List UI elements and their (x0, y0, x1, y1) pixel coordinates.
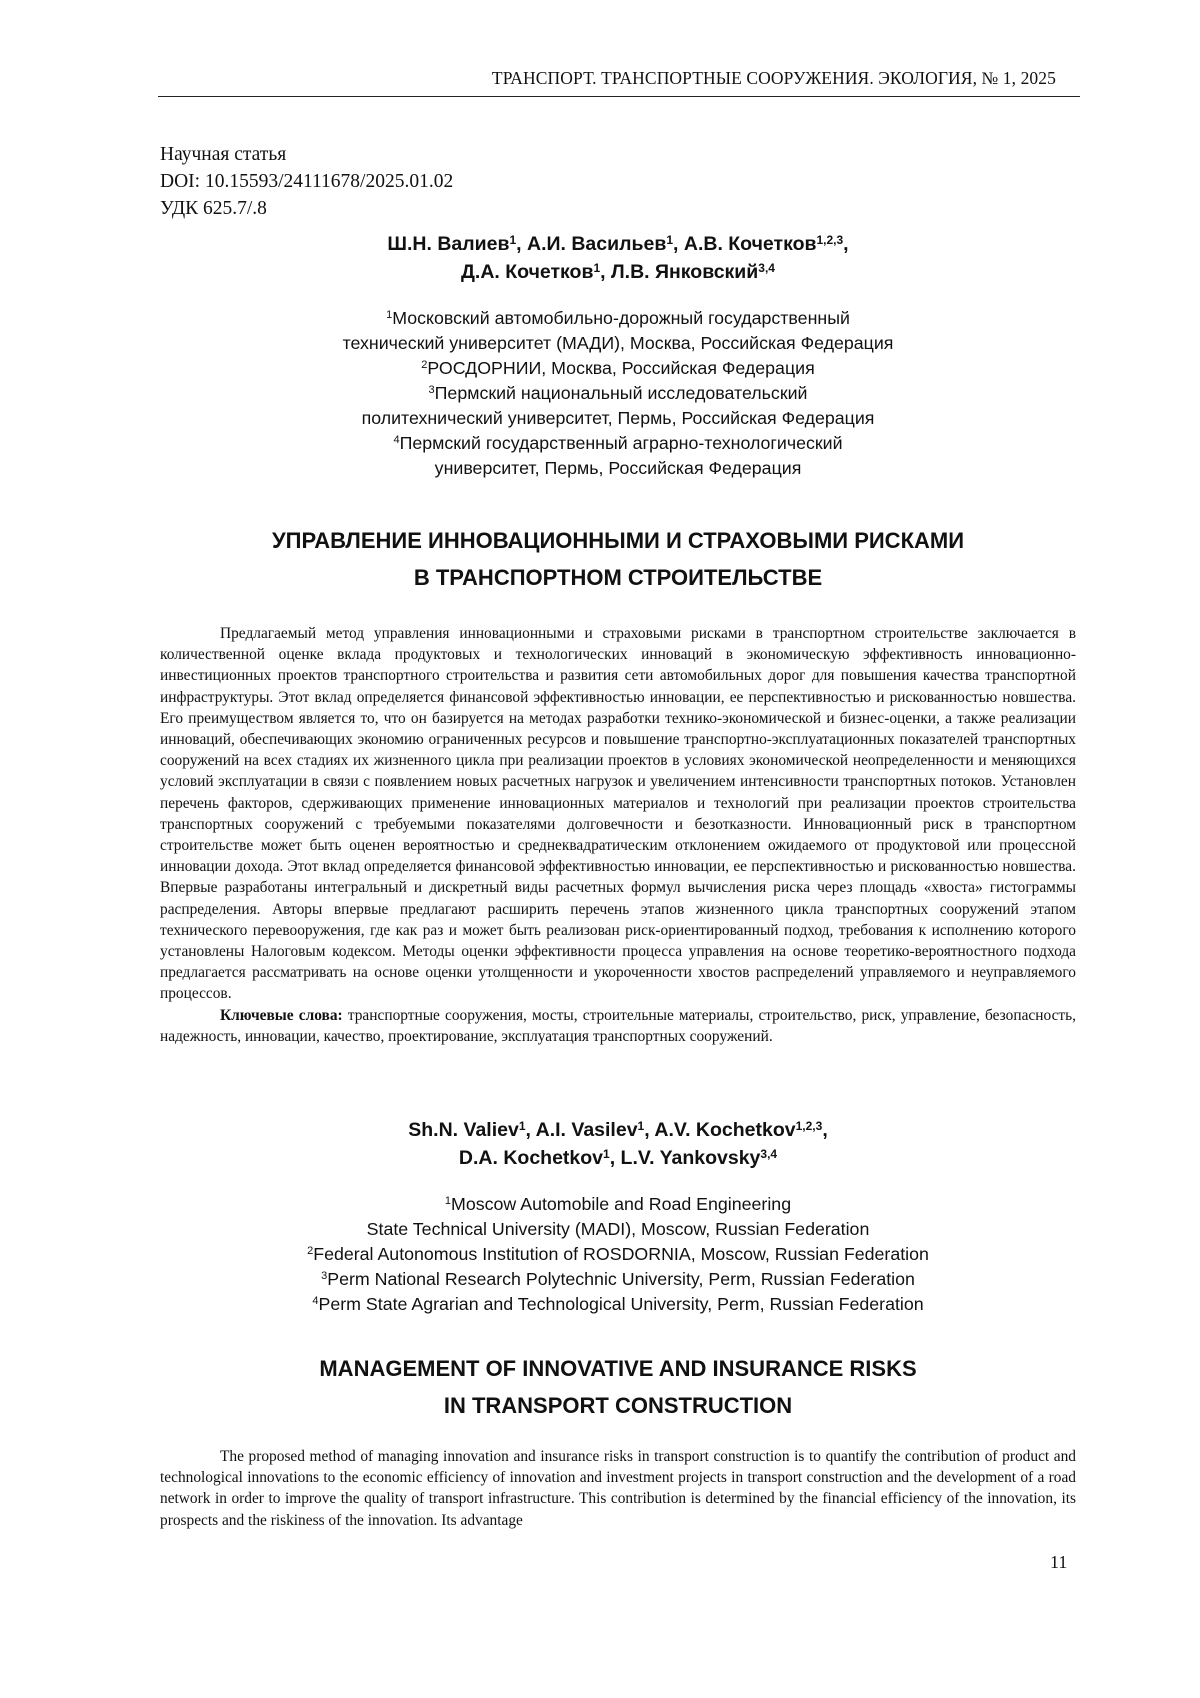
abstract-en (160, 1446, 1076, 1531)
author-affil: 1 (509, 233, 516, 247)
affiliation-text: университет, Пермь, Российская Федерация (435, 458, 802, 478)
author-name: Sh.N. Valiev (408, 1119, 519, 1141)
doi: DOI: 10.15593/24111678/2025.01.02 (160, 168, 453, 195)
affiliation-text: РОСДОРНИИ, Москва, Российская Федерация (427, 358, 814, 378)
affiliation (160, 1292, 1076, 1317)
affiliation (160, 456, 1076, 481)
affiliation-number: 3 (321, 1270, 327, 1282)
udk: УДК 625.7/.8 (160, 195, 453, 222)
authors-en-line2: D.A. Kochetkov1, L.V. Yankovsky3,4 (160, 1144, 1076, 1172)
author-affil: 1 (519, 1119, 526, 1133)
author-name: L.V. Yankovsky (621, 1147, 761, 1169)
article-meta (160, 141, 453, 222)
title-ru-line2: В ТРАНСПОРТНОМ СТРОИТЕЛЬСТВЕ (160, 559, 1076, 596)
affiliation (160, 431, 1076, 456)
affiliation-number: 2 (307, 1245, 313, 1257)
affiliation-text: Federal Autonomous Institution of ROSDORNIA, Moscow, Russian Federation (313, 1244, 929, 1264)
authors-ru-line1: Ш.Н. Валиев1, А.И. Васильев1, А.В. Кочетков1,2,3, (160, 230, 1076, 258)
title-en-line1: MANAGEMENT OF INNOVATIVE AND INSURANCE RISKS (160, 1350, 1076, 1387)
affiliation (160, 1192, 1076, 1217)
keywords-ru (160, 1005, 1076, 1047)
author-affil: 1,2,3 (816, 233, 843, 247)
author-affil: 1 (666, 233, 673, 247)
affiliation (160, 331, 1076, 356)
author-affil: 1 (638, 1119, 645, 1133)
affiliation (160, 381, 1076, 406)
affiliation-number: 3 (429, 384, 435, 396)
author-name: Д.А. Кочетков (461, 261, 593, 283)
authors-ru (160, 230, 1076, 286)
affiliation-text: технический университет (МАДИ), Москва, Российская Федерация (343, 333, 894, 353)
affiliation-text: Московский автомобильно-дорожный государственный (392, 308, 850, 328)
affiliation-text: Пермский национальный исследовательский (435, 383, 808, 403)
author-name: D.A. Kochetkov (459, 1147, 603, 1169)
running-header: ТРАНСПОРТ. ТРАНСПОРТНЫЕ СООРУЖЕНИЯ. ЭКОЛОГИЯ, № 1, 2025 (158, 68, 1080, 97)
author-affil: 1 (593, 261, 600, 275)
affiliation-number: 4 (312, 1295, 318, 1307)
title-ru (160, 522, 1076, 596)
abstract-en-text: The proposed method of managing innovation and insurance risks in transport construction is to quantify the contribution of product and technological innovations to the economic efficiency of innovation and investment projects in transport construction and the development of a road network in order to improve the quality of transport infrastructure. This contribution is determined by the financial efficiency of the innovation, its prospects and the riskiness of the innovation. Its advantage (160, 1446, 1076, 1531)
author-affil: 1,2,3 (796, 1119, 823, 1133)
affiliation-number: 2 (421, 359, 427, 371)
page-number: 11 (1050, 1552, 1067, 1573)
authors-en-line1: Sh.N. Valiev1, A.I. Vasilev1, A.V. Kochetkov1,2,3, (160, 1116, 1076, 1144)
affiliation-number: 4 (393, 434, 399, 446)
affiliation-text: Пермский государственный аграрно-технологический (400, 433, 843, 453)
affiliations-en (160, 1192, 1076, 1317)
article-type: Научная статья (160, 141, 453, 168)
affiliation-text: Moscow Automobile and Road Engineering (451, 1194, 791, 1214)
affiliations-ru (160, 306, 1076, 481)
abstract-ru-text: Предлагаемый метод управления инновационными и страховыми рисками в транспортном строительстве заключается в количественной оценке вклада продуктовых и технологических инноваций в экономическую эффективность инновационно-инвестиционных проектов транспортного строительства и развития сети автомобильных дорог для повышения качества транспортной инфраструктуры. Этот вклад определяется финансовой эффективностью инновации, ее перспективностью и рискованностью новшества. Его преимуществом является то, что он базируется на методах разработки технико-экономической и бизнес-оценки, а также реализации инноваций, обеспечивающих экономию ограниченных ресурсов и повышение транспортно-эксплуатационных показателей транспортных сооружений на всех стадиях их жизненного цикла при реализации проектов в условиях экономической неопределенности и меняющихся условий эксплуатации в связи с появлением новых расчетных нагрузок и увеличением интенсивности транспортных потоков. Установлен перечень факторов, сдерживающих применение инновационных материалов и технологий при реализации проектов строительства транспортных сооружений с требуемыми показателями долговечности и безотказности. Инновационный риск в транспортном строительстве может быть оценен вероятностью и среднеквадратическим отклонением ожидаемого от продуктовой или процессной инновации дохода. Этот вклад определяется финансовой эффективностью инновации, ее перспективностью и рискованностью новшества. Впервые разработаны интегральный и дискретный виды расчетных формул вычисления риска через площадь «хвоста» гистограммы распределения. Авторы впервые предлагают расширить перечень этапов жизненного цикла транспортных сооружений этапом технического перевооружения, где как раз и может быть реализован риск-ориентированный подход, требования к исполнению которого установлены Налоговым кодексом. Методы оценки эффективности процесса управления на основе теоретико-вероятностного подхода предлагается рассматривать на основе оценки утолщенности и укороченности хвостов распределений управляемого и неуправляемого процессов. (160, 623, 1076, 1005)
author-affil: 3,4 (758, 261, 775, 275)
keywords-text: транспортные сооружения, мосты, строительные материалы, строительство, риск, управление, безопасность, надежность, инновации, качество, проектирование, эксплуатация транспортных сооружений. (160, 1007, 1076, 1045)
affiliation-text: Perm State Agrarian and Technological University, Perm, Russian Federation (318, 1294, 923, 1314)
affiliation-text: State Technical University (MADI), Moscow, Russian Federation (367, 1219, 870, 1239)
title-en (160, 1350, 1076, 1424)
title-en-line2: IN TRANSPORT CONSTRUCTION (160, 1387, 1076, 1424)
title-ru-line1: УПРАВЛЕНИЕ ИННОВАЦИОННЫМИ И СТРАХОВЫМИ РИСКАМИ (160, 522, 1076, 559)
author-name: A.V. Kochetkov (654, 1119, 795, 1141)
affiliation (160, 1267, 1076, 1292)
author-affil: 3,4 (760, 1147, 777, 1161)
affiliation (160, 1242, 1076, 1267)
author-name: Л.В. Янковский (611, 261, 758, 283)
affiliation (160, 306, 1076, 331)
author-name: А.В. Кочетков (684, 233, 817, 255)
affiliation-text: политехнический университет, Пермь, Российская Федерация (362, 408, 875, 428)
author-name: A.I. Vasilev (536, 1119, 638, 1141)
keywords-label: Ключевые слова: (220, 1007, 343, 1024)
affiliation-number: 1 (445, 1195, 451, 1207)
abstract-ru (160, 623, 1076, 1047)
affiliation (160, 356, 1076, 381)
affiliation (160, 1217, 1076, 1242)
author-affil: 1 (603, 1147, 610, 1161)
affiliation-number: 1 (386, 309, 392, 321)
affiliation-text: Perm National Research Polytechnic University, Perm, Russian Federation (327, 1269, 915, 1289)
affiliation (160, 406, 1076, 431)
author-name: А.И. Васильев (527, 233, 666, 255)
author-name: Ш.Н. Валиев (387, 233, 509, 255)
authors-en (160, 1116, 1076, 1172)
authors-ru-line2: Д.А. Кочетков1, Л.В. Янковский3,4 (160, 258, 1076, 286)
